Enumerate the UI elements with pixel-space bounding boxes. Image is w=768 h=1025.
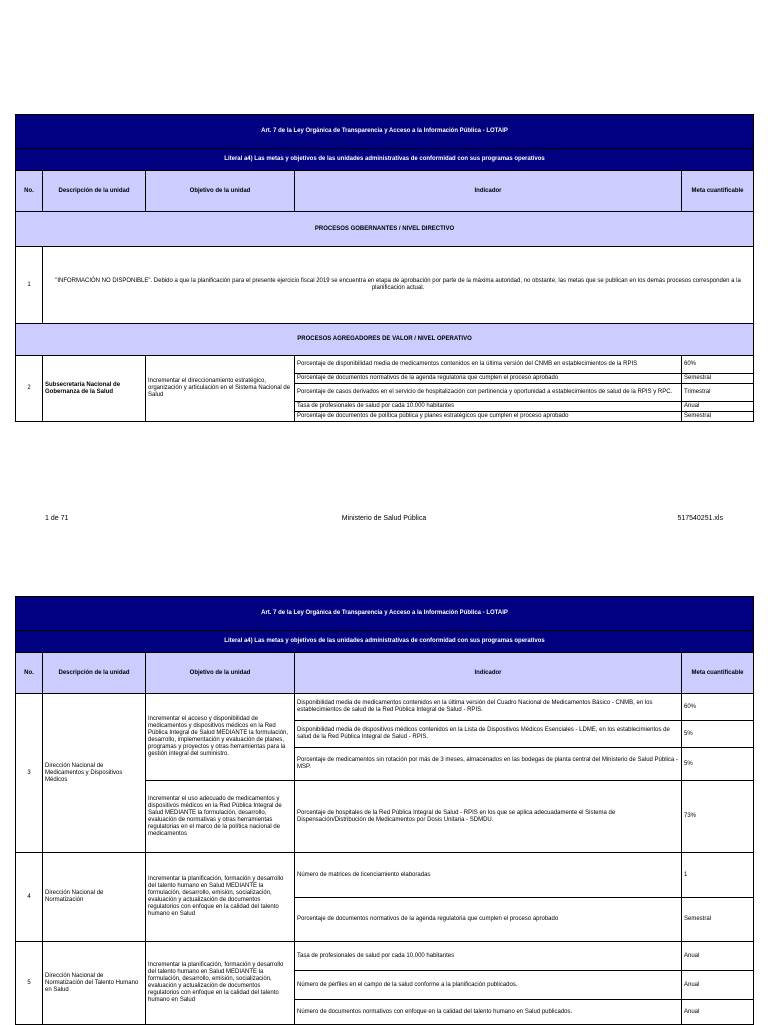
column-header-no: No. (16, 171, 43, 212)
table-row (16, 247, 754, 324)
indicator-cell: Tasa de profesionales de salud por cada 10.000 habitantes (295, 402, 682, 412)
table-subtitle: Literal a4) Las metas y objetivos de las unidades administrativas de conformidad con sus programas operativos (16, 149, 754, 171)
unit-objective: Incrementar el direccionamiento estratégico, organización y articulación en el Sistema Nacional de Salud (146, 356, 295, 422)
column-header-goal: Meta cuantificable (682, 171, 754, 212)
goal-cell: 60% (682, 356, 754, 374)
goal-cell: 60% (682, 694, 754, 721)
column-header-no: No. (16, 653, 43, 694)
unit-description: Dirección Nacional de Normatización (43, 853, 146, 942)
lotaip-table-page-1 (15, 114, 754, 422)
goal-cell: Semestral (682, 374, 754, 384)
footer-file-name: 517540251.xls (677, 515, 723, 522)
table-row (16, 942, 754, 971)
indicator-cell: Porcentaje de hospitales de la Red Pública Integral de Salud - RPIS en los que se aplica adecuadamente el Sistema de Dispensación/Distribución de Medicamentos por Dosis Unitaria - SDMDU. (295, 781, 682, 853)
indicator-cell: Tasa de profesionales de salud por cada 10.000 habitantes (295, 942, 682, 971)
goal-cell: 1 (682, 853, 754, 898)
table-row (16, 853, 754, 898)
row-number: 1 (16, 247, 43, 324)
table-subtitle: Literal a4) Las metas y objetivos de las unidades administrativas de conformidad con sus programas operativos (16, 631, 754, 653)
goal-cell: 73% (682, 781, 754, 853)
goal-cell: 5% (682, 721, 754, 748)
row-number: 3 (16, 694, 43, 853)
indicator-cell: Porcentaje de documentos normativos de la agenda regulatoria que cumplen el proceso aprobado (295, 374, 682, 384)
section-header-gobernantes: PROCESOS GOBERNANTES / NIVEL DIRECTIVO (16, 212, 754, 247)
column-header-objective: Objetivo de la unidad (146, 171, 295, 212)
column-header-unit: Descripción de la unidad (43, 653, 146, 694)
goal-cell: Semestral (682, 898, 754, 942)
column-header-indicator: Indicador (295, 171, 682, 212)
row-number: 5 (16, 942, 43, 1025)
table-title: Art. 7 de la Ley Orgánica de Transparencia y Acceso a la Información Pública - LOTAIP (16, 115, 754, 149)
row-number: 2 (16, 356, 43, 422)
unit-description: Subsecretaría Nacional de Gobernanza de la Salud (43, 356, 146, 422)
page-footer (45, 514, 723, 524)
goal-cell: 5% (682, 748, 754, 781)
indicator-cell: Disponibilidad media de dispositivos médicos contenidos en la Lista de Dispositivos Médicos Esenciales - LDME, en los establecimientos de salud de la Red Pública Integral de Salud - RPIS. (295, 721, 682, 748)
indicator-cell: Número de perfiles en el campo de la salud conforme a la planificación publicados. (295, 971, 682, 1000)
lotaip-table-page-2 (15, 596, 754, 1025)
table-row (16, 694, 754, 721)
indicator-cell: Porcentaje de casos derivados en el servicio de hospitalización con pertinencia y oportunidad a establecimientos de salud de la RPIS y RPC. (295, 384, 682, 402)
section-header-agregadores: PROCESOS AGREGADORES DE VALOR / NIVEL OPERATIVO (16, 324, 754, 356)
footer-page-number: 1 de 71 (45, 515, 69, 522)
indicator-cell: Número de documentos normativos con enfoque en la calidad del talento humano en Salud publicados. (295, 1000, 682, 1025)
goal-cell: Anual (682, 942, 754, 971)
goal-cell: Anual (682, 971, 754, 1000)
column-header-goal: Meta cuantificable (682, 653, 754, 694)
page-2-table (15, 596, 753, 1025)
page-1-table (15, 114, 753, 422)
column-header-indicator: Indicador (295, 653, 682, 694)
indicator-cell: Porcentaje de medicamentos sin rotación por más de 3 meses, almacenados en las bodegas de planta central del Ministerio de Salud Pública - MSP. (295, 748, 682, 781)
indicator-cell: Porcentaje de disponibilidad media de medicamentos contenidos en la última versión del CNMB en establecimientos de la RPIS (295, 356, 682, 374)
indicator-cell: Disponibilidad media de medicamentos contenidos en la última versión del Cuadro Nacional de Medicamentos Básico - CNMB, en los establecimientos de salud de la Red Pública Integral de Salud - RPIS. (295, 694, 682, 721)
row-number: 4 (16, 853, 43, 942)
indicator-cell: Porcentaje de documentos de política pública y planes estratégicos que cumplen el proceso aprobado (295, 412, 682, 422)
unit-objective: Incrementar el acceso y disponibilidad de medicamentos y dispositivos médicos en la Red Pública Integral de Salud MEDIANTE la formulación, desarrollo, implementación y evaluación de planes, programas y proyectos y otras herramientas para la gestión integral del suministro. (146, 694, 295, 781)
unit-description: Dirección Nacional de Normatización del Talento Humano en Salud (43, 942, 146, 1025)
footer-organization: Ministerio de Salud Pública (341, 515, 427, 522)
table-title: Art. 7 de la Ley Orgánica de Transparencia y Acceso a la Información Pública - LOTAIP (16, 597, 754, 631)
unit-description: Dirección Nacional de Medicamentos y Dispositivos Médicos (43, 694, 146, 853)
goal-cell: Anual (682, 1000, 754, 1025)
unit-objective: Incrementar la planificación, formación y desarrollo del talento humano en Salud MEDIANTE la formulación, desarrollo, emisión, socialización, evaluación y actualización de documentos regulatorios con enfoque en la calidad del talento humano en Salud (146, 853, 295, 942)
unit-objective: Incrementar la planificación, formación y desarrollo del talento humano en Salud MEDIANTE la formulación, desarrollo, emisión, socialización, evaluación y actualización de documentos regulatorios con enfoque en la calidad del talento humano en Salud (146, 942, 295, 1025)
goal-cell: Anual (682, 402, 754, 412)
column-header-objective: Objetivo de la unidad (146, 653, 295, 694)
goal-cell: Semestral (682, 412, 754, 422)
indicator-cell: Número de matrices de licenciamiento elaboradas (295, 853, 682, 898)
goal-cell: Trimestral (682, 384, 754, 402)
indicator-cell: Porcentaje de documentos normativos de la agenda regulatoria que cumplen el proceso aprobado (295, 898, 682, 942)
table-row (16, 356, 754, 374)
unit-objective: Incrementar el uso adecuado de medicamentos y dispositivos médicos en la Red Pública Integral de Salud MEDIANTE la formulación, desarrollo, evaluación de normativas y otras herramientas regulatorias en el marco de la política nacional de medicamentos (146, 781, 295, 853)
column-header-unit: Descripción de la unidad (43, 171, 146, 212)
information-not-available-notice: "INFORMACIÓN NO DISPONIBLE". Debido a que la planificación para el presente ejercicio fiscal 2019 se encuentra en etapa de aprobación por parte de la máxima autoridad, no obstante, las metas que se publican en los demás procesos corresponden a la planificación actual. (43, 247, 754, 324)
